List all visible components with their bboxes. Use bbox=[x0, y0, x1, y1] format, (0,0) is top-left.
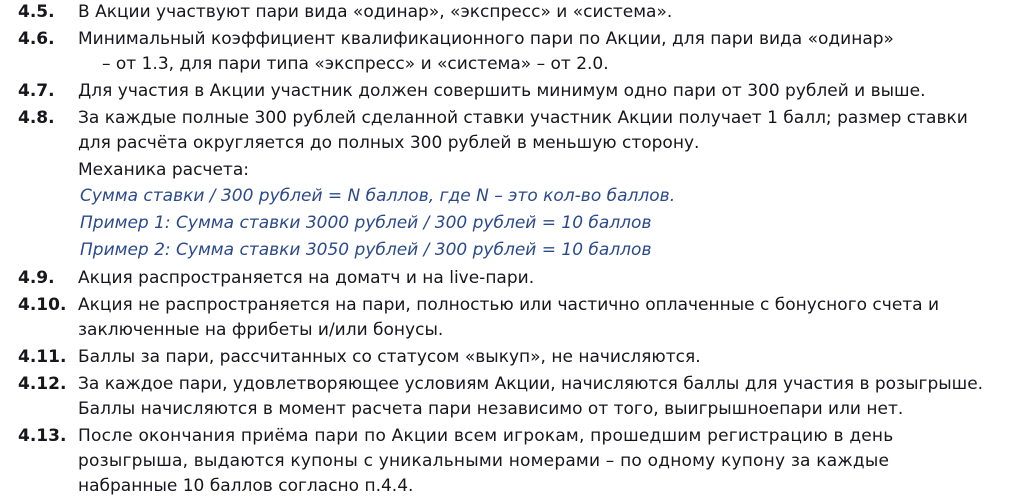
clause-line: заключенные на фрибеты и/или бонусы. bbox=[78, 320, 444, 340]
clause-text bbox=[78, 79, 1024, 104]
clause-line: За каждое пари, удовлетворяющее условиям Акции, начисляются баллы для участия в розыгрыше. bbox=[78, 374, 984, 394]
clause-4-7 bbox=[0, 79, 1024, 104]
clause-4-13 bbox=[0, 424, 1024, 499]
clause-number: 4.9. bbox=[18, 268, 55, 288]
clause-text bbox=[78, 424, 1024, 499]
clause-line: Для участия в Акции участник должен совершить минимум одно пари от 300 рублей и выше. bbox=[78, 81, 926, 101]
clause-4-9 bbox=[0, 266, 1024, 291]
clause-line: набранные 10 баллов согласно п.4.4. bbox=[78, 476, 414, 496]
clause-text bbox=[78, 0, 1024, 25]
clause-line: Баллы за пари, рассчитанных со статусом «выкуп», не начисляются. bbox=[78, 347, 701, 367]
clause-number: 4.7. bbox=[18, 81, 55, 101]
clause-line: Баллы начисляются в момент расчета пари независимо от того, выигрышноепари или нет. bbox=[78, 399, 904, 419]
clause-line: Акция распространяется на доматч и на live-пари. bbox=[78, 268, 535, 288]
formula-general: Сумма ставки / 300 рублей = N баллов, где N – это кол-во баллов. bbox=[80, 186, 676, 206]
clause-4-5 bbox=[0, 0, 1024, 25]
clause-line: Акция не распространяется на пари, полностью или частично оплаченные с бонусного счета и bbox=[78, 295, 940, 315]
clause-line: За каждые полные 300 рублей сделанной ставки участник Акции получает 1 балл; размер ставки bbox=[78, 108, 968, 128]
formula-example-2: Пример 2: Сумма ставки 3050 рублей / 300 рублей = 10 баллов bbox=[80, 240, 652, 260]
clause-line: В Акции участвуют пари вида «одинар», «экспресс» и «система». bbox=[78, 2, 673, 22]
formula-example-1: Пример 1: Сумма ставки 3000 рублей / 300 рублей = 10 баллов bbox=[80, 213, 652, 233]
clause-line: розыгрыша, выдаются купоны с уникальными номерами – по одному купону за каждые bbox=[78, 451, 890, 471]
clause-line: После окончания приёма пари по Акции всем игрокам, прошедшим регистрацию в день bbox=[78, 426, 894, 446]
clause-line: для расчёта округляется до полных 300 рублей в меньшую сторону. bbox=[78, 133, 700, 153]
clause-text bbox=[78, 27, 1024, 77]
clause-line: – от 1.3, для пари типа «экспресс» и «система» – от 2.0. bbox=[102, 54, 609, 74]
clause-text bbox=[78, 266, 1024, 291]
clause-number: 4.12. bbox=[18, 374, 67, 394]
clause-number: 4.8. bbox=[18, 108, 55, 128]
clause-number: 4.10. bbox=[18, 295, 67, 315]
clause-4-12 bbox=[0, 372, 1024, 422]
clause-number: 4.5. bbox=[18, 2, 55, 22]
calculation-mechanics-label: Механика расчета: bbox=[78, 160, 249, 180]
clause-text bbox=[78, 106, 1024, 264]
clause-4-8 bbox=[0, 106, 1024, 264]
clause-4-10 bbox=[0, 293, 1024, 343]
clause-line: Минимальный коэффициент квалификационного пари по Акции, для пари вида «одинар» bbox=[78, 29, 894, 49]
clause-4-11 bbox=[0, 345, 1024, 370]
clause-text bbox=[78, 345, 1024, 370]
clause-4-6 bbox=[0, 27, 1024, 77]
clause-number: 4.11. bbox=[18, 347, 67, 367]
clause-number: 4.6. bbox=[18, 29, 55, 49]
clause-text bbox=[78, 293, 1024, 343]
clause-number: 4.13. bbox=[18, 426, 67, 446]
clause-text bbox=[78, 372, 1024, 422]
